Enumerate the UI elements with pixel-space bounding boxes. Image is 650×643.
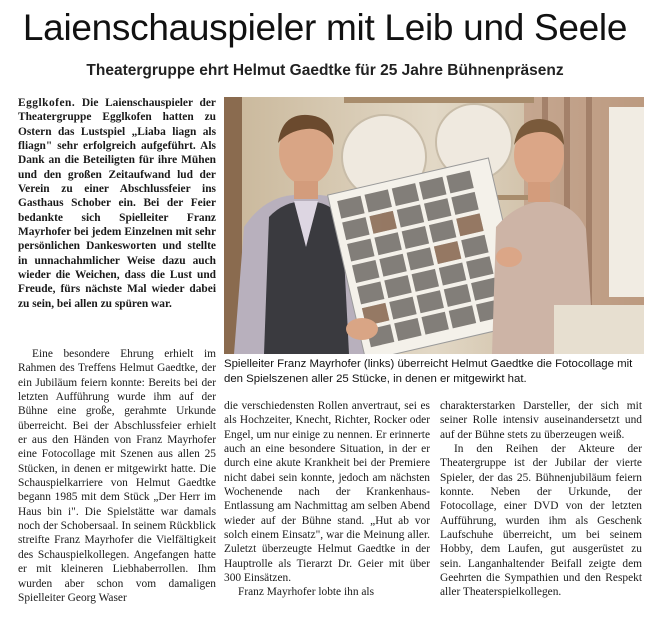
photo-caption: Spielleiter Franz Mayrhofer (links) überreicht Helmut Gaedtke die Fotocollage mit den Spielszenen aller 25 Stücke, in denen er mitgewirkt hat. — [224, 358, 633, 385]
column-3-paragraph-1: charakterstarken Darsteller, der sich mit seiner Rolle intensiv auseinandersetzt und auf der Bühne stets zu überzeugen weiß. — [440, 400, 642, 441]
article-column-1: Eine besondere Ehrung erhielt im Rahmen des Treffens Helmut Gaedtke, der ein Jubiläum feiern konnte: Bereits bei der letzten Aufführung wurde ihm auf der Bühne eine große, gerahmte Urkunde überreicht. Bei der Abschlussfeier erhielt er aus den Händen von Franz Mayrhofer eine Fotocollage mit Szenen aus allen 25 Stücken, in denen er mitgewirkt hatte. Die Schauspielkarriere von Helmut Gaedtke begann 1985 mit dem Stück „Der Herr im Haus bin i". Die Spielstätte war damals noch der Schobersaal. In seinem Rückblick streifte Franz Mayrhofer die Vielfältigkeit des Schauspielkollegen. Angefangen hatte er mit kleineren Liebhaberrollen. Ihm wurden aber schon vom damaligen Spielleiter Georg Waser — [18, 348, 216, 604]
dateline: Egglkofen. — [18, 97, 76, 109]
lead-text: Die Laienschauspieler der Theatergruppe Egglkofen hatten zu Ostern das Lustspiel „Liaba liagn als fliagn" sehr erfolgreich aufgeführt. Als Dank an die Beteiligten für ihre Mühen und den großen Zeitaufwand lud der Verein zu einer Abschlussfeier ins Gasthaus Schober ein. Bei der Feier bedankte sich Spielleiter Franz Mayrhofer bei jedem Einzelnen mit sehr persönlichen Dankesworten und stellte in unnachahmlicher Weise dazu auch wieder die Weichen, dass die Lust und Freude, fürs nächste Mal wieder dabei zu sein, bei allen zu spüren war. — [18, 97, 216, 310]
column-2-text: die verschiedensten Rollen anvertraut, sei es als Hochzeiter, Knecht, Richter, Rocker oder Engel, um nur einige zu nennen. Er erinnerte auch an eine besondere Situation, in der er durch eine akute Krankheit bei der Premiere nicht dabei sein konnte, jedoch am nächsten Wochenende nach der Krankenhaus-Entlassung am Nachmittag am selben Abend wieder auf der Bühne stand. „Hut ab vor solch einem Einsatz", war die Meinung aller. Zuletzt überzeugte Helmut Gaedtke in der Hauptrolle als Tierarzt Dr. Geier mit über 300 Einsätzen. — [224, 400, 430, 585]
article-photo — [224, 97, 644, 354]
lead-paragraph — [18, 96, 216, 311]
article-column-2 — [224, 399, 430, 600]
column-2-tail: Franz Mayrhofer lobte ihn als — [238, 586, 375, 599]
article-column-3 — [440, 399, 642, 600]
subheadline: Theatergruppe ehrt Helmut Gaedtke für 25 Jahre Bühnenpräsenz — [86, 62, 564, 79]
photo-illustration — [224, 97, 644, 354]
headline: Laienschauspieler mit Leib und Seele — [22, 7, 628, 48]
column-3-paragraph-2: In den Reihen der Akteure der Theatergruppe ist der Jubilar der vierte Spieler, der das 25. Bühnenjubiläum feiern konnte. Neben der Urkunde, der Fotocollage, einer DVD von der letzten Aufführung, wurden ihm als Geschenk Laufschuhe überreicht, um bei seinem Hobby, dem Laufen, gut ausgerüstet zu sein. Langanhaltender Beifall zeigte dem Geehrten die Sympathien und den Respekt aller Theaterspielkollegen. — [440, 443, 642, 599]
